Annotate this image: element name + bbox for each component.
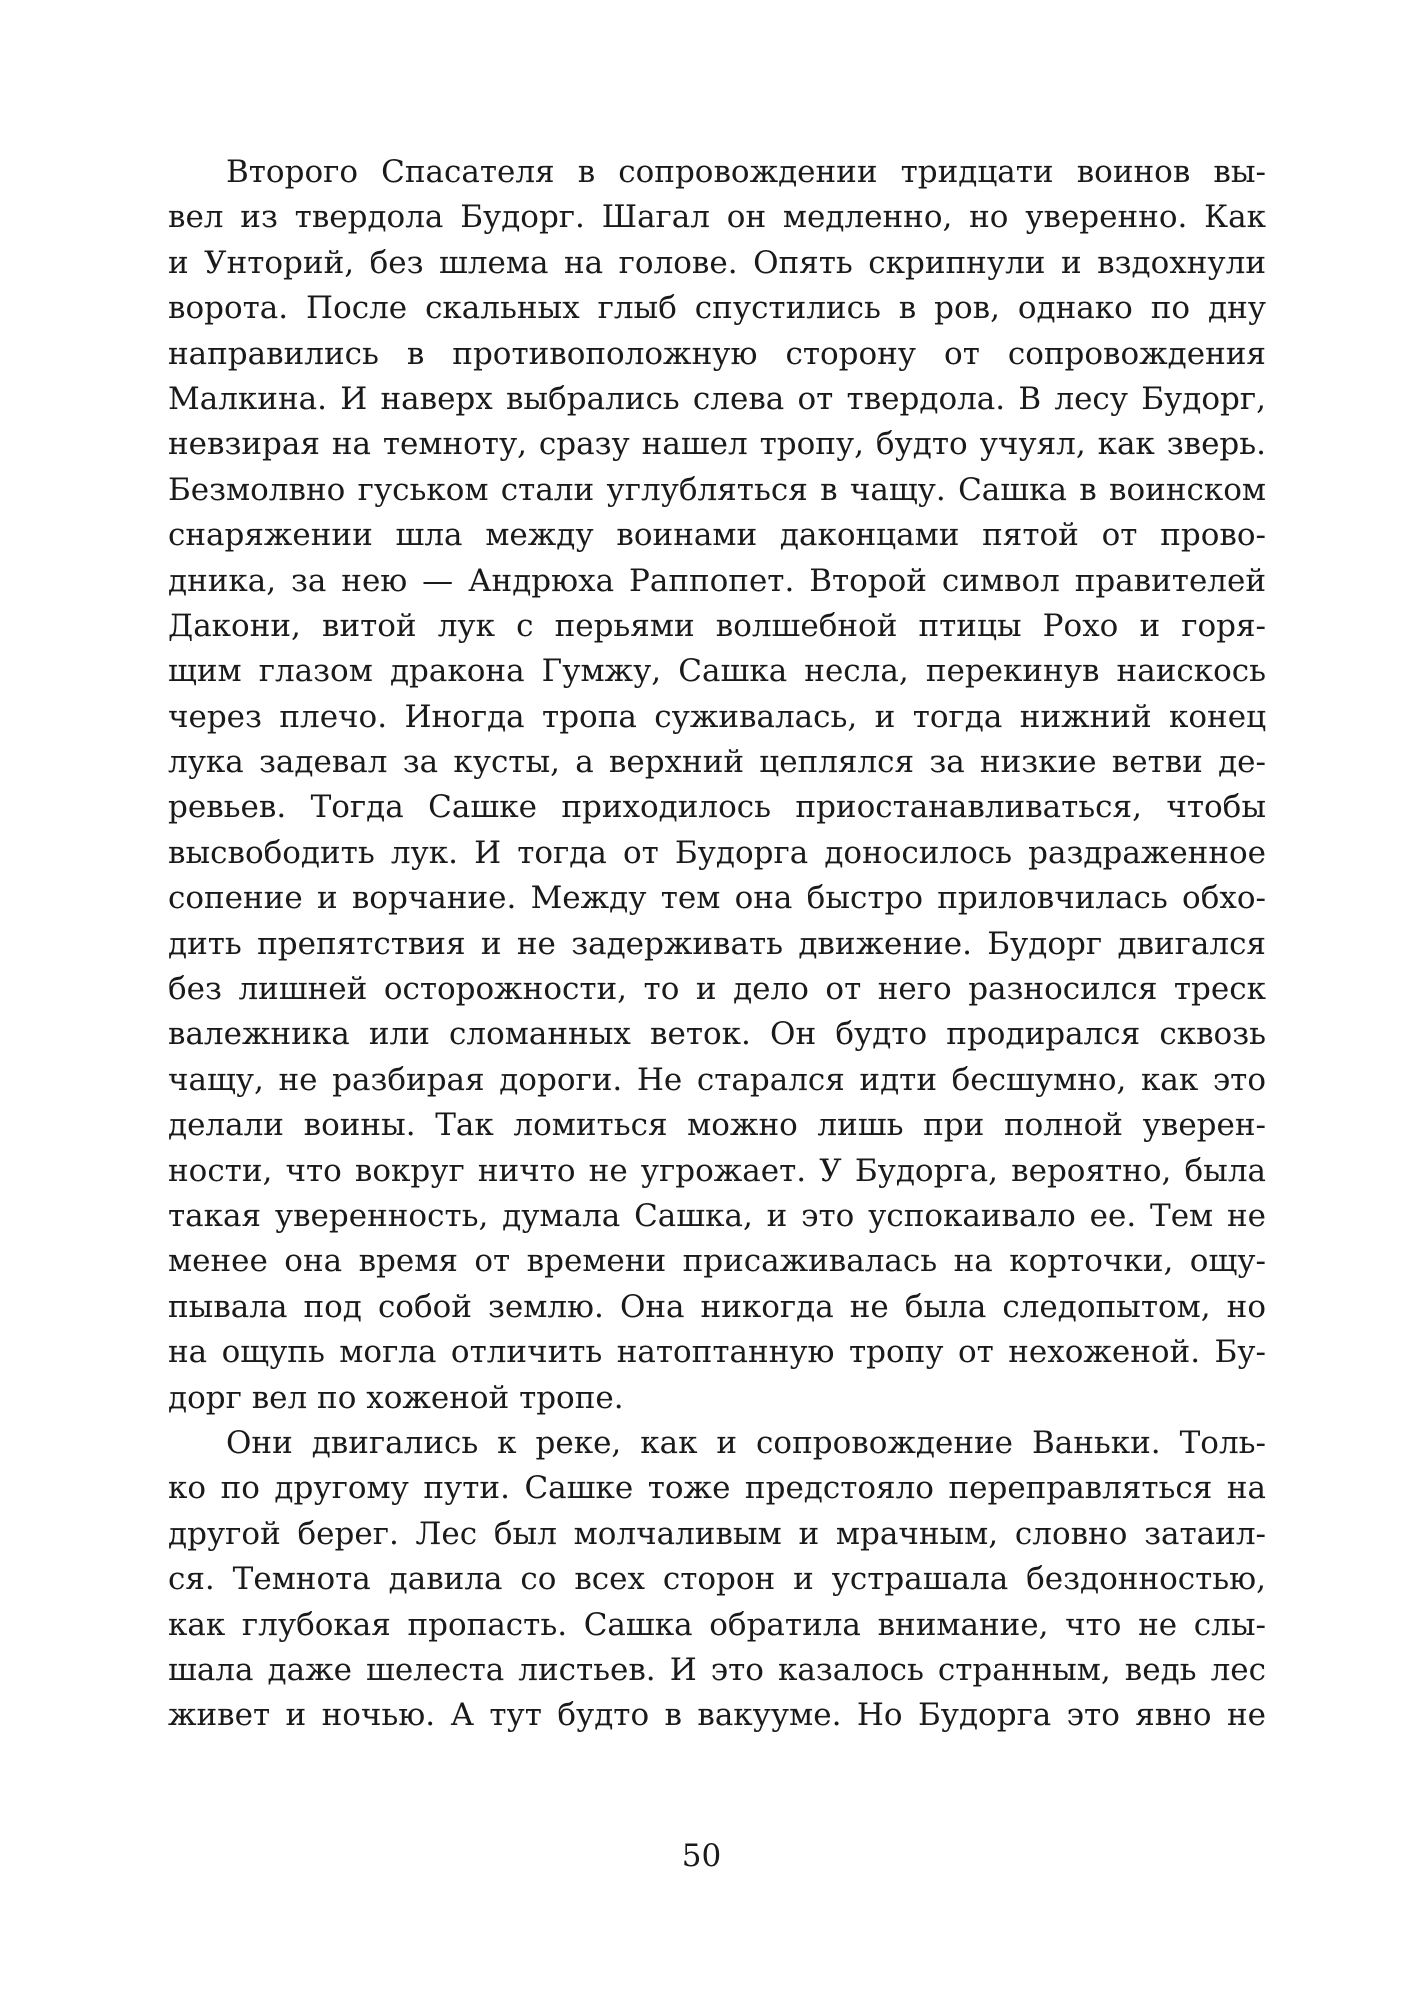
text-line: лука задевал за кусты, а верхний цеплялся за низкие ветви де- [168, 744, 1266, 781]
text-line: и Унторий, без шлема на голове. Опять скрипнули и вздохнули [168, 244, 1266, 281]
text-line: Дакони, витой лук с перьями волшебной птицы Рохо и горя- [168, 607, 1266, 644]
text-line: чащу, не разбирая дороги. Не старался идти бесшумно, как это [168, 1061, 1266, 1098]
text-line: менее она время от времени присаживалась на корточки, ощу- [168, 1243, 1266, 1280]
text-line: Безмолвно гуськом стали углубляться в чащу. Сашка в воинском [168, 471, 1266, 508]
text-line: щим глазом дракона Гумжу, Сашка несла, перекинув наискось [168, 653, 1266, 690]
text-line: делали воины. Так ломиться можно лишь при полной уверен- [168, 1107, 1266, 1144]
text-line: на ощупь могла отличить натоптанную тропу от нехоженой. Бу- [168, 1334, 1266, 1371]
text-line: без лишней осторожности, то и дело от него разносился треск [168, 971, 1266, 1008]
text-line: невзирая на темноту, сразу нашел тропу, будто учуял, как зверь. [168, 426, 1266, 463]
text-line: как глубокая пропасть. Сашка обратила внимание, что не слы- [168, 1606, 1266, 1643]
text-line: Малкина. И наверх выбрались слева от твердола. В лесу Будорг, [168, 380, 1266, 417]
text-line: пывала под собой землю. Она никогда не была следопытом, но [168, 1288, 1266, 1325]
body-text [168, 150, 1266, 1739]
text-line: Они двигались к реке, как и сопровождение Ваньки. Толь- [226, 1424, 1266, 1461]
text-line: ревьев. Тогда Сашке приходилось приостанавливаться, чтобы [168, 789, 1266, 826]
text-line: вел из твердола Будорг. Шагал он медленно, но уверенно. Как [168, 199, 1266, 236]
text-line: сопение и ворчание. Между тем она быстро приловчилась обхо- [168, 880, 1266, 917]
text-line: Второго Спасателя в сопровождении тридцати воинов вы- [226, 154, 1266, 190]
text-line: другой берег. Лес был молчаливым и мрачным, словно затаил- [168, 1515, 1266, 1552]
paragraph [168, 150, 1266, 1421]
text-line: высвободить лук. И тогда от Будорга доносилось раздраженное [168, 834, 1266, 871]
text-line: такая уверенность, думала Сашка, и это успокаивало ее. Тем не [168, 1197, 1266, 1234]
paragraph [168, 1421, 1266, 1739]
text-line: ся. Темнота давила со всех сторон и устрашала бездонностью, [168, 1561, 1266, 1598]
text-line: снаряжении шла между воинами даконцами пятой от прово- [168, 517, 1266, 554]
text-line: живет и ночью. А тут будто в вакууме. Но Будорга это явно не [168, 1697, 1266, 1734]
text-line: шала даже шелеста листьев. И это казалось странным, ведь лес [168, 1651, 1266, 1688]
text-line: ности, что вокруг ничто не угрожает. У Будорга, вероятно, была [168, 1152, 1266, 1189]
text-line: ко по другому пути. Сашке тоже предстояло переправляться на [168, 1470, 1266, 1507]
text-line: дить препятствия и не задерживать движение. Будорг двигался [168, 925, 1266, 962]
text-line: через плечо. Иногда тропа суживалась, и тогда нижний конец [168, 698, 1266, 735]
text-line: дорг вел по хоженой тропе. [168, 1379, 624, 1416]
page-number: 50 [681, 1838, 722, 1874]
text-line: валежника или сломанных веток. Он будто продирался сквозь [168, 1016, 1266, 1053]
text-line: ворота. После скальных глыб спустились в ров, однако по дну [168, 290, 1266, 327]
text-line: дника, за нею — Андрюха Раппопет. Второй символ правителей [168, 562, 1266, 599]
text-line: направились в противоположную сторону от сопровождения [168, 335, 1266, 372]
